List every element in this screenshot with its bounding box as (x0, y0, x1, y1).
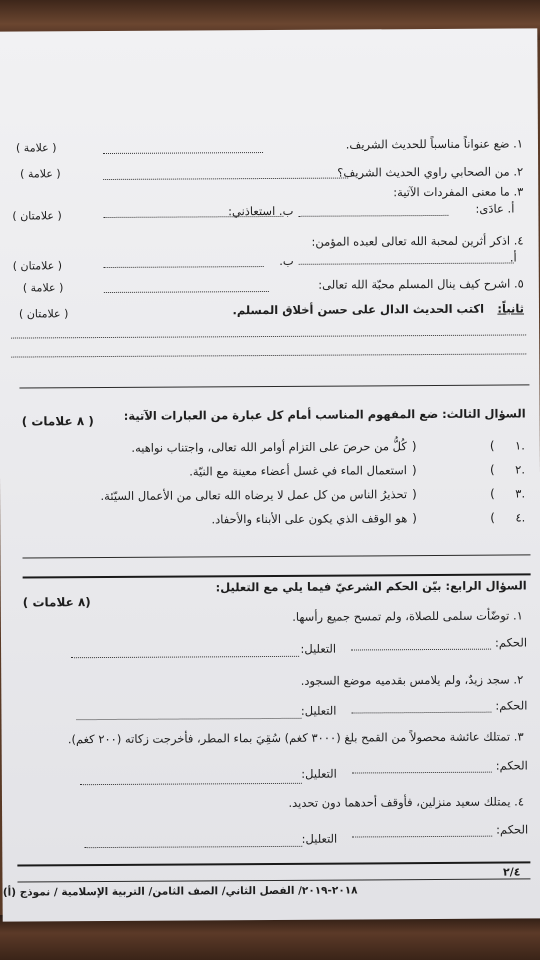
item-3-3-number: ٣. (515, 486, 526, 501)
ruling-label-4: الحكم: (496, 822, 529, 837)
mark-q5: ( علامة ) (22, 281, 64, 295)
item-3-3-text: تحذيرُ الناس من كل عمل لا يرضاه الله تعالى من الأعمال السيّئة. (100, 487, 408, 504)
reason-answer-line-2[interactable] (76, 718, 301, 720)
second-label: ثانياً: (497, 301, 525, 316)
mark-q1: ( علامة ) (15, 141, 57, 155)
item-3-2-paren-close: ) (411, 463, 417, 478)
ruling-answer-line-3[interactable] (352, 772, 492, 774)
item-3-1-number: ١. (514, 438, 525, 453)
ruling-answer-line-1[interactable] (351, 649, 491, 651)
section-4-title: السؤال الرابع: بيّن الحكم الشرعيّ فيما يلي مع التعليل: (215, 578, 527, 595)
reason-answer-line-4[interactable] (84, 846, 302, 848)
mark-q2: ( علامة ) (20, 167, 61, 181)
question-1: ١. ضع عنواناً مناسباً للحديث الشريف. (345, 136, 524, 152)
item-3-4-paren-open: ( (490, 510, 495, 525)
exam-paper (0, 28, 540, 921)
question-3-a: أ. عادَى: (475, 201, 515, 216)
ruling-question-4: ٤. يمتلك سعيد منزلين، فأوقف أحدهما دون تحديد. (288, 794, 525, 810)
item-3-3-paren-open: ( (490, 486, 495, 501)
reason-answer-line-1[interactable] (71, 656, 299, 658)
answer-line-q4b[interactable] (104, 266, 264, 268)
answer-line-q4a[interactable] (299, 263, 514, 265)
answer-line-q3a[interactable] (298, 215, 448, 217)
question-3-b: ب. استعاذني: (228, 203, 294, 219)
page-number: ٢/٤ (502, 865, 521, 879)
footer-divider (17, 861, 530, 866)
section-divider-3 (23, 573, 531, 578)
section-3-title: السؤال الثالث: ضع المفهوم المناسب أمام كل عبارة من العبارات الآتية: (123, 406, 526, 423)
ruling-answer-line-2[interactable] (351, 712, 491, 714)
item-3-2-number: ٢. (515, 462, 526, 477)
mark-q3: ( علامتان ) (12, 209, 62, 223)
answer-line-hadith-2[interactable] (11, 353, 526, 357)
item-3-1-paren-close: ) (411, 439, 417, 454)
item-3-1-paren-open: ( (489, 438, 495, 453)
answer-line-q5[interactable] (104, 291, 269, 293)
footer-divider-2 (17, 878, 530, 882)
section-4-marks: (٨ علامات ) (22, 595, 91, 610)
mark-second: ( علامتان ) (18, 307, 69, 321)
section-divider-2 (22, 554, 530, 558)
ruling-label-3: الحكم: (495, 758, 528, 773)
footer-info: ٢٠١٨-٢٠١٩/ الفصل الثاني/ الصف الثامن/ التربية الإسلامية / نموذج (أ) (2, 884, 358, 899)
question-4-a: أ. (509, 250, 517, 265)
section-divider-1 (19, 384, 529, 388)
question-2: ٢. من الصحابي راوي الحديث الشريف؟ (337, 164, 524, 180)
reason-label-2: التعليل: (300, 703, 337, 718)
question-5: ٥. اشرح كيف ينال المسلم محبّة الله تعالى: (318, 276, 524, 292)
item-3-2-paren-open: ( (489, 462, 495, 477)
ruling-question-2: ٢. سجد زيدٌ، ولم يلامس بقدميه موضع السجود. (300, 672, 524, 688)
ruling-label-1: الحكم: (494, 635, 528, 650)
item-3-2-text: استعمال الماء في غسل أعضاء معينة مع النيّة. (189, 463, 408, 479)
item-3-1-text: كُلُّ من حرصَ على التزام أوامر الله تعالى، واجتناب نواهيه. (131, 439, 407, 455)
section-3-marks: ( ٨ علامات ) (21, 414, 94, 429)
item-3-4-text: هو الوقف الذي يكون على الأبناء والأحفاد. (211, 511, 408, 527)
mark-q4: ( علامتان ) (12, 259, 63, 273)
question-4-b: ب. (279, 253, 294, 268)
ruling-question-3: ٣. تمتلك عائشة محصولاً من القمح بلغ (٣٠٠٠ كغم) سُقِيَ بماء المطر، فأخرجت زكاته (٢٠٠ كغم). (67, 729, 524, 747)
item-3-4-number: ٤. (515, 510, 526, 525)
wooden-table-bottom (0, 915, 540, 960)
answer-line-hadith-1[interactable] (11, 334, 526, 338)
item-3-4-paren-close: ) (412, 511, 417, 526)
ruling-label-2: الحكم: (495, 698, 528, 713)
question-3: ٣. ما معنى المفردات الآتية: (393, 184, 524, 200)
question-4: ٤. اذكر أثرين لمحبة الله تعالى لعبده المؤمن: (311, 233, 524, 249)
answer-line-q1[interactable] (103, 152, 263, 154)
reason-label-4: التعليل: (301, 831, 338, 846)
reason-label-1: التعليل: (300, 641, 337, 656)
answer-line-q2[interactable] (103, 178, 348, 180)
reason-label-3: التعليل: (301, 766, 337, 781)
second-question: اكتب الحديث الدال على حسن أخلاق المسلم. (232, 301, 485, 318)
ruling-question-1: ١. توضّأت سلمى للصلاة، ولم تمسح جميع رأسها. (292, 608, 523, 624)
ruling-answer-line-4[interactable] (352, 836, 492, 838)
item-3-3-paren-close: ) (412, 487, 417, 502)
reason-answer-line-3[interactable] (80, 783, 302, 785)
